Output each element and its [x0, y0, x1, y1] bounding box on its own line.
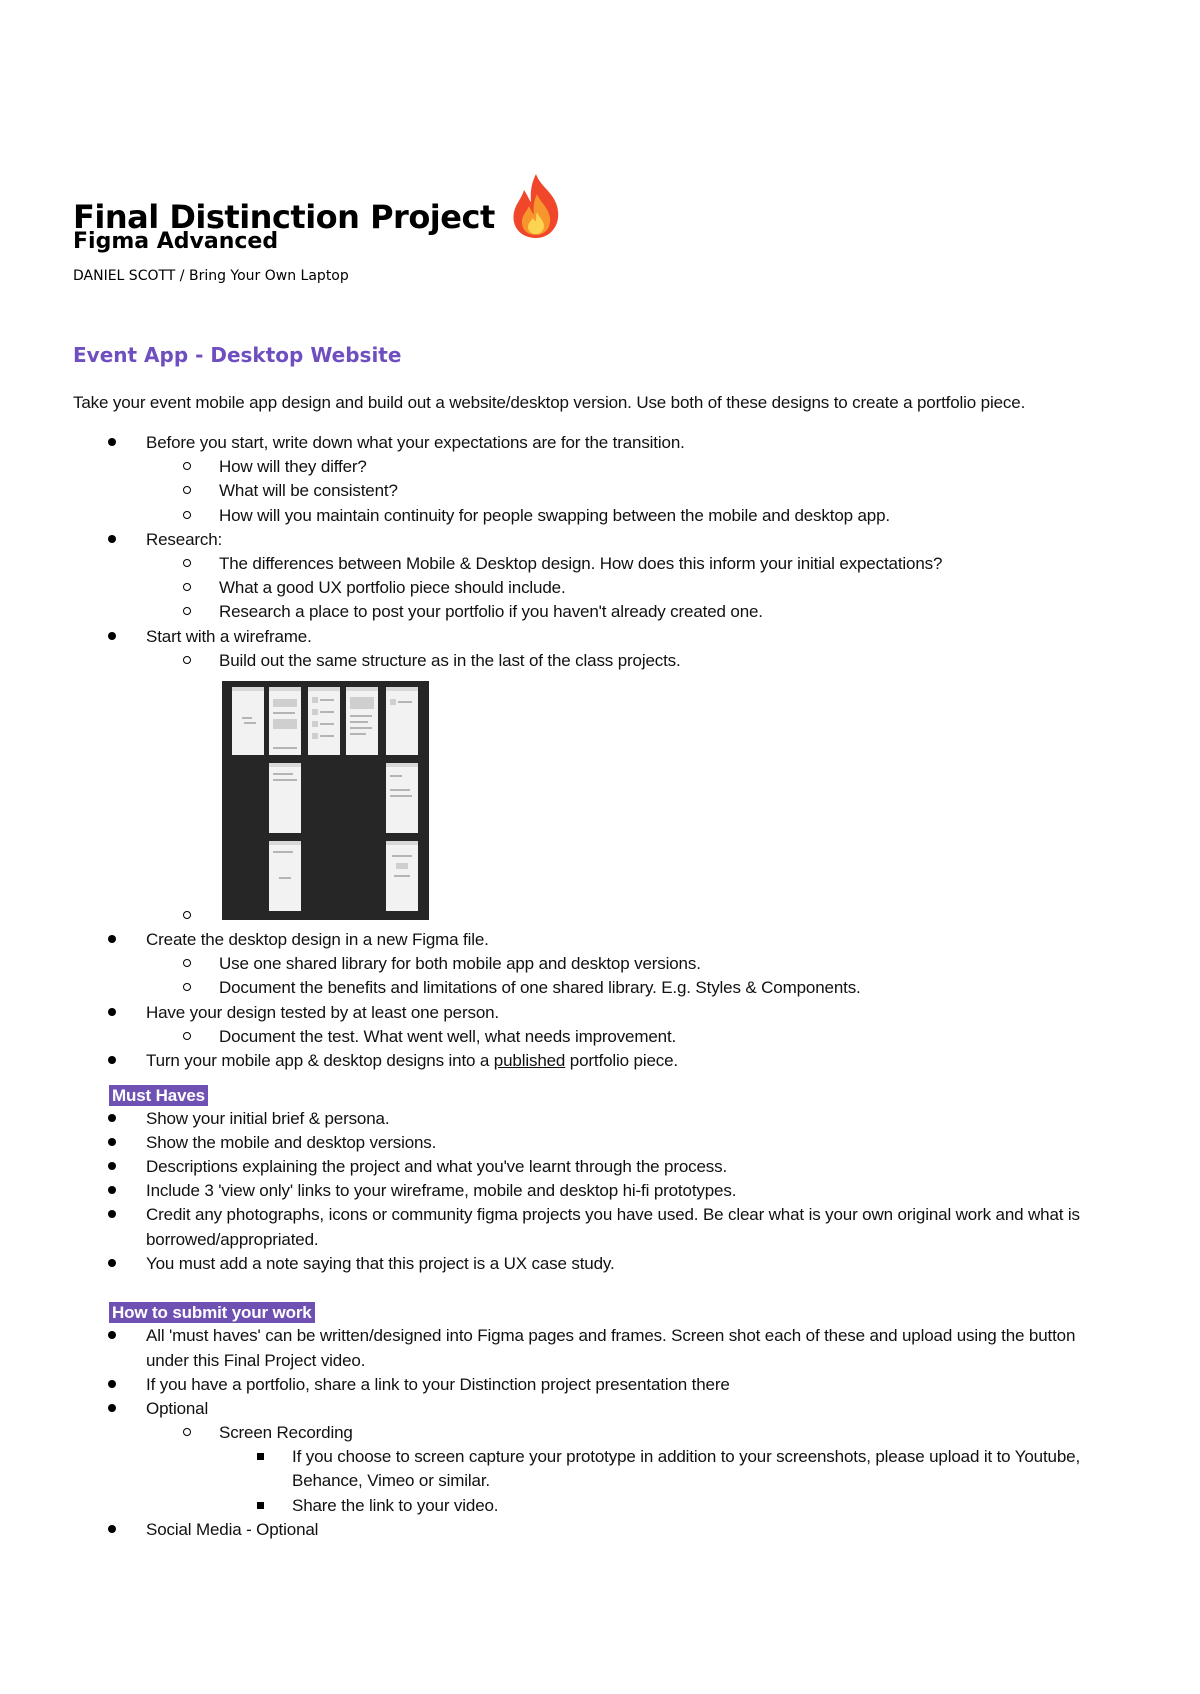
- bullet-circle-icon: [183, 506, 195, 526]
- published-link[interactable]: published: [493, 1051, 566, 1070]
- bullet-icon: [108, 1375, 120, 1395]
- bullet-square-icon: [257, 1496, 269, 1516]
- list-item: Document the benefits and limitations of one shared library. E.g. Styles & Components.: [219, 978, 861, 997]
- wireframe-screen: [386, 687, 418, 755]
- bullet-circle-icon: [183, 457, 195, 477]
- list-item-continuation: borrowed/appropriated.: [146, 1230, 319, 1249]
- list-item: Include 3 'view only' links to your wireframe, mobile and desktop hi-fi prototypes.: [146, 1181, 737, 1200]
- bullet-circle-icon: [183, 481, 195, 501]
- bullet-icon: [108, 1254, 120, 1274]
- wireframe-screen: [386, 841, 418, 911]
- author-line: DANIEL SCOTT / Bring Your Own Laptop: [73, 268, 349, 284]
- subtitle: Figma Advanced: [73, 229, 279, 254]
- list-item: Build out the same structure as in the last of the class projects.: [219, 651, 681, 670]
- document-title-text: Final Distinction Project: [73, 198, 495, 236]
- list-item: Document the test. What went well, what needs improvement.: [219, 1027, 677, 1046]
- fire-icon: [509, 172, 563, 240]
- bullet-circle-icon: [183, 651, 195, 671]
- list-item-continuation: under this Final Project video.: [146, 1351, 366, 1370]
- list-item: [146, 1051, 678, 1071]
- wireframe-screen: [232, 687, 264, 755]
- list-item: Show the mobile and desktop versions.: [146, 1133, 437, 1152]
- bullet-icon: [108, 1520, 120, 1540]
- bullet-icon: [108, 1133, 120, 1153]
- list-item: Before you start, write down what your expectations are for the transition.: [146, 433, 685, 452]
- bullet-icon: [108, 1399, 120, 1419]
- list-item: Optional: [146, 1399, 209, 1418]
- bullet-icon: [108, 1003, 120, 1023]
- list-item: Have your design tested by at least one person.: [146, 1003, 500, 1022]
- document-title: [73, 168, 563, 236]
- list-item-text: Turn your mobile app & desktop designs into a: [146, 1051, 494, 1070]
- list-item: The differences between Mobile & Desktop design. How does this inform your initial expectations?: [219, 554, 943, 573]
- list-item: How will you maintain continuity for people swapping between the mobile and desktop app.: [219, 506, 890, 525]
- list-item: Descriptions explaining the project and what you've learnt through the process.: [146, 1157, 728, 1176]
- bullet-icon: [108, 433, 120, 453]
- bullet-circle-icon: [183, 1027, 195, 1047]
- wireframe-screen: [308, 687, 340, 755]
- bullet-circle-icon: [183, 1423, 195, 1443]
- list-item: What a good UX portfolio piece should include.: [219, 578, 566, 597]
- list-item: Show your initial brief & persona.: [146, 1109, 390, 1128]
- list-item: If you choose to screen capture your prototype in addition to your screenshots, please upload it to Youtube,: [292, 1447, 1081, 1466]
- bullet-circle-icon: [183, 954, 195, 974]
- bullet-icon: [108, 1181, 120, 1201]
- wireframe-screen: [386, 763, 418, 833]
- list-item: Use one shared library for both mobile app and desktop versions.: [219, 954, 701, 973]
- list-item: How will they differ?: [219, 457, 367, 476]
- list-item: If you have a portfolio, share a link to your Distinction project presentation there: [146, 1375, 730, 1394]
- list-item: Social Media - Optional: [146, 1520, 319, 1539]
- bullet-icon: [108, 930, 120, 950]
- must-haves-label: Must Haves: [109, 1085, 208, 1106]
- list-item: Start with a wireframe.: [146, 627, 312, 646]
- list-item: All 'must haves' can be written/designed into Figma pages and frames. Screen shot each of these and upload using the button: [146, 1326, 1076, 1345]
- list-item: Research a place to post your portfolio if you haven't already created one.: [219, 602, 763, 621]
- wireframe-thumbnail: [222, 681, 429, 920]
- list-item: You must add a note saying that this project is a UX case study.: [146, 1254, 615, 1273]
- wireframe-screen: [346, 687, 378, 755]
- section-heading: Event App - Desktop Website: [73, 343, 402, 367]
- bullet-icon: [108, 1051, 120, 1071]
- list-item: Create the desktop design in a new Figma file.: [146, 930, 489, 949]
- wireframe-screen: [269, 763, 301, 833]
- list-item: Share the link to your video.: [292, 1496, 499, 1515]
- list-item: Credit any photographs, icons or community figma projects you have used. Be clear what is your own original work and what is: [146, 1205, 1080, 1224]
- wireframe-screen: [269, 687, 301, 755]
- list-item: Research:: [146, 530, 223, 549]
- bullet-circle-icon: [183, 554, 195, 574]
- list-item: What will be consistent?: [219, 481, 398, 500]
- list-item-continuation: Behance, Vimeo or similar.: [292, 1471, 490, 1490]
- bullet-square-icon: [257, 1447, 269, 1467]
- list-item: Screen Recording: [219, 1423, 353, 1442]
- bullet-circle-icon: [183, 578, 195, 598]
- intro-paragraph: Take your event mobile app design and build out a website/desktop version. Use both of these designs to create a portfolio piece.: [73, 393, 1026, 412]
- wireframe-screen: [269, 841, 301, 911]
- list-item-text: portfolio piece.: [565, 1051, 678, 1070]
- bullet-circle-icon: [183, 602, 195, 622]
- bullet-circle-icon: [183, 978, 195, 998]
- bullet-icon: [108, 1326, 120, 1346]
- bullet-icon: [108, 1109, 120, 1129]
- bullet-icon: [108, 627, 120, 647]
- bullet-icon: [108, 1157, 120, 1177]
- submit-label: How to submit your work: [109, 1302, 315, 1323]
- bullet-icon: [108, 530, 120, 550]
- bullet-icon: [108, 1205, 120, 1225]
- bullet-circle-icon: [183, 906, 195, 926]
